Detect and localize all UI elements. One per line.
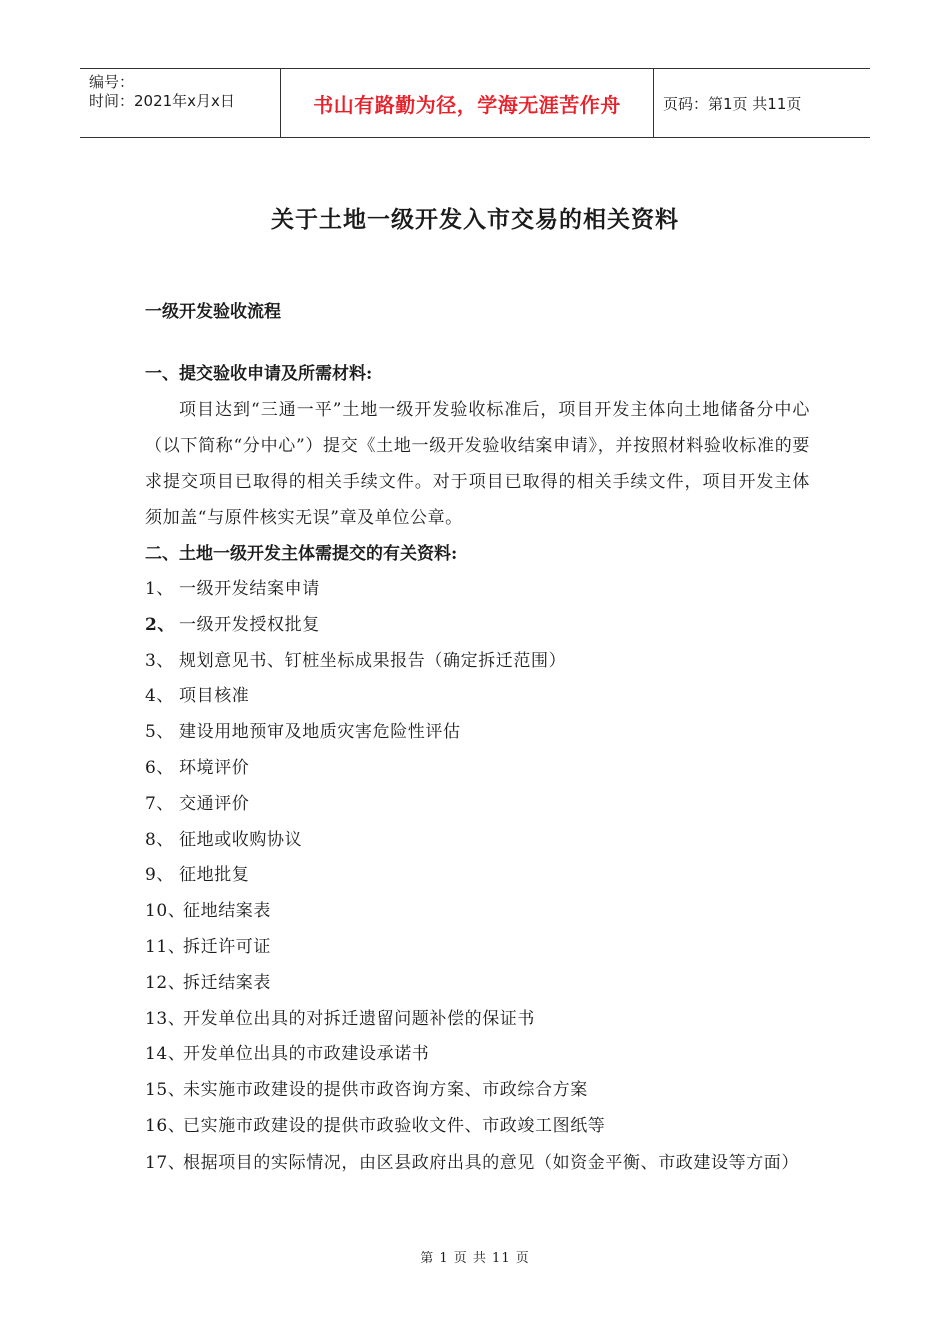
- list-item-number: 2、: [145, 614, 176, 635]
- list-item-number: 14、: [145, 1044, 186, 1065]
- list-item: [145, 894, 810, 930]
- list-item-text: 征地或收购协议: [179, 829, 303, 850]
- list-item: [145, 644, 810, 680]
- list-item-text: 建设用地预审及地质灾害危险性评估: [179, 722, 461, 743]
- list-item-number: 13、: [145, 1008, 186, 1029]
- list-item: [145, 823, 810, 859]
- list-item-text: 开发单位出具的市政建设承诺书: [183, 1044, 430, 1065]
- list-item: [145, 608, 810, 644]
- list-item-text: 根据项目的实际情况，由区县政府出具的意见（如资金平衡、市政建设等方面）: [183, 1152, 799, 1173]
- list-item: [145, 858, 810, 894]
- list-item-number: 3、: [145, 650, 175, 671]
- list-item-text: 项目核准: [179, 686, 250, 707]
- page-info: 页码：第1页 共11页: [663, 94, 802, 113]
- list-item-number: 10、: [145, 901, 186, 922]
- list-item: [145, 930, 810, 966]
- list-item: [145, 715, 810, 751]
- list-item: [145, 1145, 810, 1181]
- list-item-text: 拆迁结案表: [183, 972, 271, 993]
- part2-heading: 二、土地一级开发主体需提交的有关资料:: [145, 544, 458, 564]
- header-left-cell: [80, 69, 281, 137]
- list-item-number: 6、: [145, 757, 175, 778]
- list-item-text: 开发单位出具的对拆迁遗留问题补偿的保证书: [183, 1008, 535, 1029]
- list-item-number: 12、: [145, 972, 186, 993]
- list-item-number: 8、: [145, 829, 175, 850]
- motto: 书山有路勤为径，学海无涯苦作舟: [281, 69, 654, 137]
- part1-paragraph: 项目达到“三通一平”土地一级开发验收标准后，项目开发主体向土地储备分中心（以下简称“分中心”）提交《土地一级开发验收结案申请》，并按照材料验收标准的要求提交项目已取得的相关手续文件。对于项目已取得的相关手续文件，项目开发主体须加盖“与原件核实无误”章及单位公章。: [145, 400, 810, 528]
- part1-heading: 一、提交验收申请及所需材料:: [145, 364, 373, 384]
- document-body: [145, 290, 810, 1181]
- list-item-text: 环境评价: [179, 757, 250, 778]
- number-label: 编号：: [89, 73, 135, 91]
- list-item-text: 征地结案表: [183, 901, 271, 922]
- list-item-text: 交通评价: [179, 793, 250, 814]
- list-item-number: 15、: [145, 1080, 186, 1101]
- list-item-number: 11、: [145, 936, 186, 957]
- list-item: [145, 787, 810, 823]
- list-item-number: 17、: [145, 1152, 186, 1173]
- list-item-number: 9、: [145, 865, 175, 886]
- materials-list: [145, 572, 810, 1181]
- list-item-text: 征地批复: [179, 865, 250, 886]
- list-item: [145, 751, 810, 787]
- list-item-number: 7、: [145, 793, 175, 814]
- list-item-number: 16、: [145, 1115, 186, 1136]
- list-item-text: 已实施市政建设的提供市政验收文件、市政竣工图纸等: [183, 1115, 606, 1136]
- section-title: 一级开发验收流程: [145, 302, 281, 322]
- list-item: [145, 1073, 810, 1109]
- list-item: [145, 1002, 810, 1038]
- list-item: [145, 572, 810, 608]
- list-item: [145, 1109, 810, 1145]
- page-footer: 第 1 页 共 11 页: [420, 1251, 530, 1266]
- list-item: [145, 679, 810, 715]
- list-item-number: 1、: [145, 579, 175, 599]
- header-table: [80, 68, 870, 138]
- list-item-text: 规划意见书、钉桩坐标成果报告（确定拆迁范围）: [179, 650, 567, 671]
- list-item-text: 拆迁许可证: [183, 936, 271, 957]
- list-item-text: 一级开发授权批复: [179, 614, 320, 635]
- list-item: [145, 966, 810, 1002]
- list-item-number: 4、: [145, 686, 175, 707]
- time-label: 时间：2021年x月x日: [89, 92, 235, 110]
- list-item: [145, 1037, 810, 1073]
- list-item-text: 一级开发结案申请: [179, 579, 320, 599]
- list-item-number: 5、: [145, 722, 175, 743]
- document-title: 关于土地一级开发入市交易的相关资料: [271, 206, 679, 233]
- list-item-text: 未实施市政建设的提供市政咨询方案、市政综合方案: [183, 1080, 588, 1101]
